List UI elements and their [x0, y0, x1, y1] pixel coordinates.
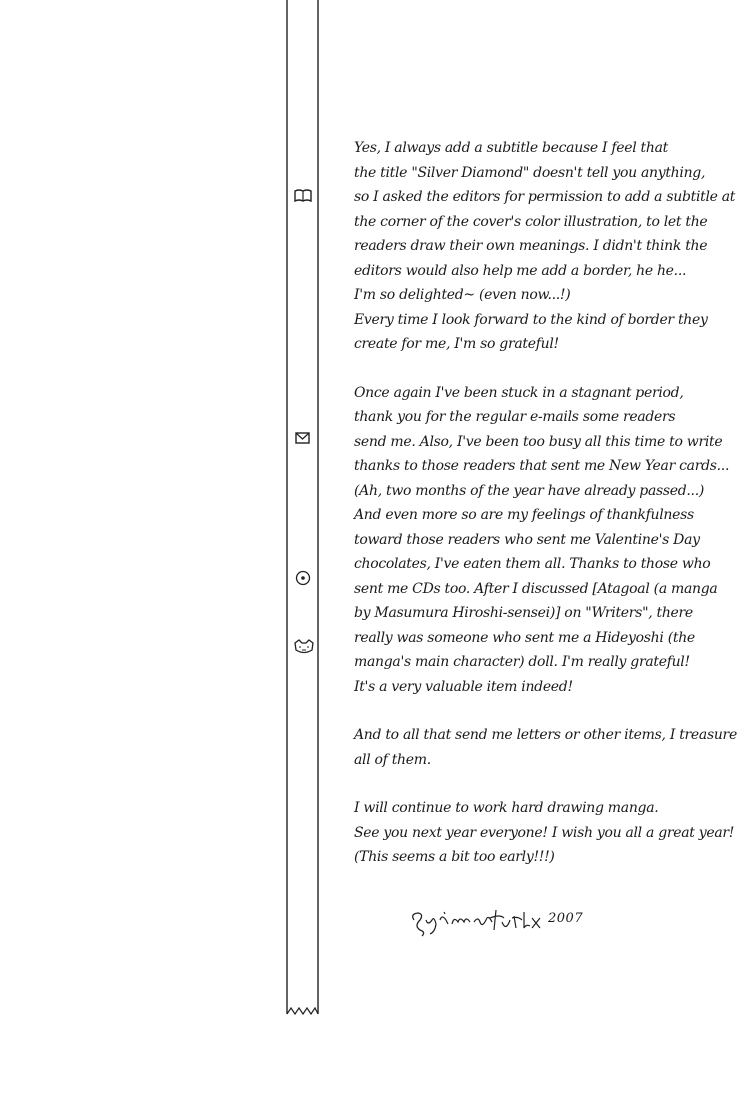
decorative-strip	[282, 0, 324, 1020]
text-line: send me. Also, I've been too busy all this time to write	[354, 433, 723, 450]
paragraph-letters	[354, 723, 737, 772]
text-line: Yes, I always add a subtitle because I feel that	[354, 140, 668, 156]
text-line: manga's main character) doll. I'm really grateful!	[354, 654, 690, 670]
text-line: toward those readers who sent me Valentine's Day	[354, 531, 700, 548]
text-line: Every time I look forward to the kind of border they	[354, 311, 708, 328]
text-line: so I asked the editors for permission to add a subtitle at	[354, 189, 736, 205]
text-line: by Masumura Hiroshi-sensei)] on "Writers", there	[354, 605, 693, 621]
paragraph-closing	[354, 796, 735, 870]
text-line: the corner of the cover's color illustration, to let the	[354, 213, 708, 230]
text-line: thank you for the regular e-mails some readers	[354, 409, 676, 425]
text-line: all of them.	[354, 751, 431, 768]
text-line: I'm so delighted~ (even now...!)	[354, 287, 571, 303]
text-line: (This seems a bit too early!!!)	[354, 849, 555, 865]
paragraph-subtitle	[354, 136, 736, 357]
text-line: editors would also help me add a border, he he...	[354, 262, 687, 279]
mail-icon	[293, 430, 313, 450]
cat-icon	[293, 638, 313, 658]
paragraph-gap	[354, 772, 684, 796]
afterword-text	[354, 136, 737, 870]
text-line: (Ah, two months of the year have already passed...)	[354, 482, 705, 499]
paragraph-gap	[354, 357, 684, 381]
text-line: I will continue to work hard drawing manga.	[354, 800, 659, 816]
text-line: Once again I've been stuck in a stagnant period,	[354, 384, 684, 401]
text-line: the title "Silver Diamond" doesn't tell you anything,	[354, 164, 706, 181]
text-line: It's a very valuable item indeed!	[354, 678, 573, 695]
paragraph-thanks	[354, 381, 730, 700]
book-icon	[293, 188, 313, 208]
paragraph-gap	[354, 699, 684, 723]
text-line: And to all that send me letters or other items, I treasure	[354, 727, 737, 743]
text-line: chocolates, I've eaten them all. Thanks to those who	[354, 556, 711, 572]
signature-year: 2007	[548, 911, 584, 926]
circle-dot-icon	[293, 568, 313, 588]
text-line: thanks to those readers that sent me New Year cards...	[354, 458, 730, 474]
text-line: really was someone who sent me a Hideyoshi (the	[354, 629, 695, 646]
text-line: create for me, I'm so grateful!	[354, 336, 559, 352]
text-line: See you next year everyone! I wish you all a great year!	[354, 824, 735, 841]
text-line: And even more so are my feelings of thankfulness	[354, 507, 694, 523]
text-line: readers draw their own meanings. I didn't think the	[354, 238, 708, 254]
text-line: sent me CDs too. After I discussed [Atagoal (a manga	[354, 580, 718, 597]
